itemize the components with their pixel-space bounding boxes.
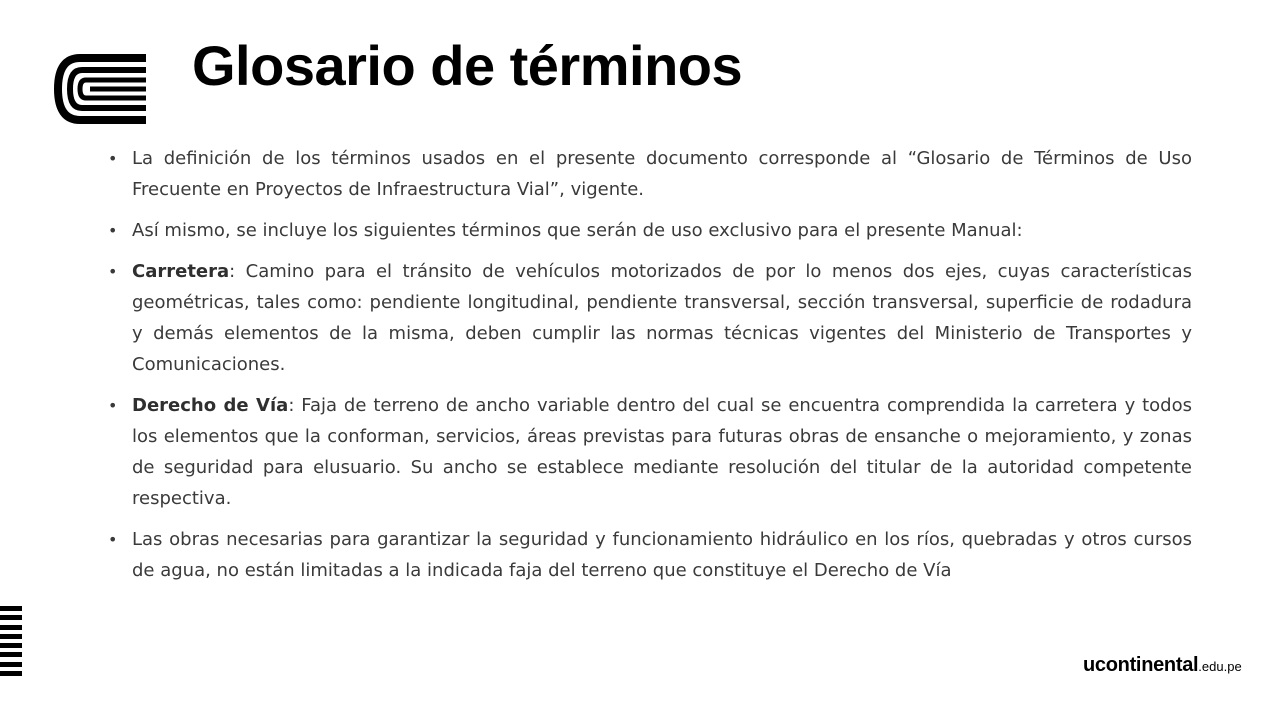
decorative-bars-icon <box>0 606 22 676</box>
term-derecho-de-via: Derecho de Vía <box>132 395 289 416</box>
continental-logo-icon <box>54 54 150 124</box>
bullet-text: Las obras necesarias para garantizar la seguridad y funcionamiento hidráulico en los ríos, quebradas y otros cursos de agua, no están limitadas a la indicada faja del terreno que constituye el Derecho de Vía <box>132 529 1192 581</box>
bullet-text: La definición de los términos usados en el presente documento corresponde al “Glosario de Términos de Uso Frecuente en Proyectos de Infraestructura Vial”, vigente. <box>132 148 1192 200</box>
brand-domain: .edu.pe <box>1198 659 1242 674</box>
bullet-item <box>108 256 1192 380</box>
bullet-text: : Faja de terreno de ancho variable dentro del cual se encuentra comprendida la carretera y todos los elementos que la conforman, servicios, áreas previstas para futuras obras de ensanche o mejoramiento, y zonas de seguridad para elusuario. Su ancho se establece mediante resolución del titular de la autoridad competente respectiva. <box>132 395 1193 509</box>
bullet-item <box>108 143 1192 205</box>
brand-wordmark <box>1083 654 1242 677</box>
term-carretera: Carretera <box>132 261 230 282</box>
bullet-text: : Camino para el tránsito de vehículos motorizados de por lo menos dos ejes, cuyas características geométricas, tales como: pendiente longitudinal, pendiente transversal, sección transversal, superficie de rodadura y demás elementos de la misma, deben cumplir las normas técnicas vigentes del Ministerio de Transportes y Comunicaciones. <box>132 261 1192 375</box>
bullet-text: Así mismo, se incluye los siguientes términos que serán de uso exclusivo para el presente Manual: <box>132 220 1023 241</box>
bullet-item <box>108 390 1192 514</box>
bullet-item <box>108 524 1192 586</box>
bullet-item <box>108 215 1192 246</box>
glossary-list <box>108 143 1192 596</box>
brand-name: ucontinental <box>1083 654 1199 676</box>
slide-title: Glosario de términos <box>192 34 743 97</box>
